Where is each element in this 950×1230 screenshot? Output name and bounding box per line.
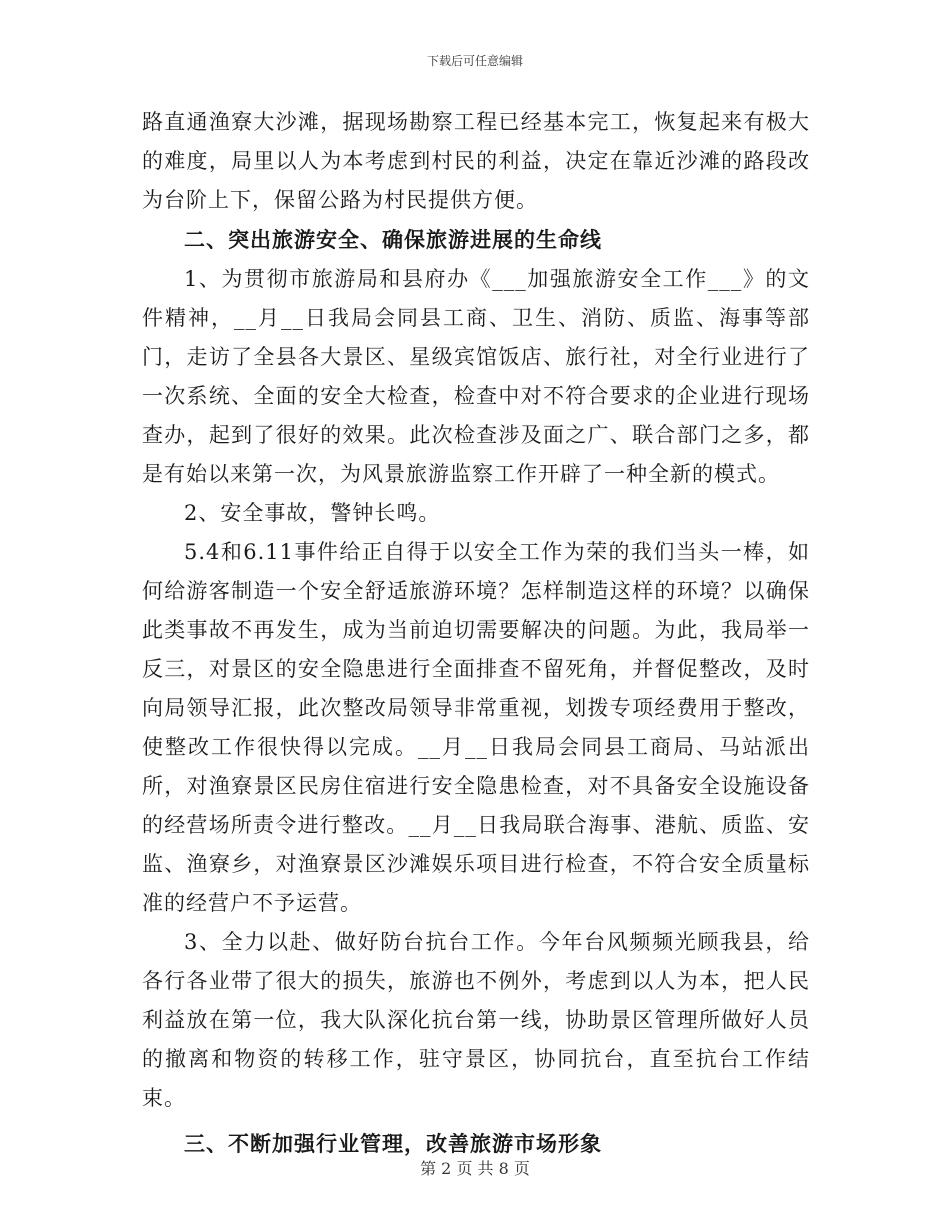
paragraph-incident: 5.4和6.11事件给正自得于以安全工作为荣的我们当头一棒，如何给游客制造一个安全舒适旅游环境？怎样制造这样的环境？以确保此类事故不再发生，成为当前迫切需要解决的问题。为此，我局举一反三，对景区的安全隐患进行全面排查不留死角，并督促整改，及时向局领导汇报，此次整改局领导非常重视，划拨专项经费用于整改，使整改工作很快得以完成。__月__日我局会同县工商局、马站派出所，对渔寮景区民房住宿进行安全隐患检查，对不具备安全设施设备的经营场所责令进行整改。__月__日我局联合海事、港航、质监、安监、渔寮乡，对渔寮景区沙滩娱乐项目进行检查，不符合安全质量标准的经营户不予运营。: [142, 540, 810, 915]
document-body: [142, 103, 810, 1164]
page-number: 第 2 页 共 8 页: [420, 1159, 530, 1178]
paragraph-item-1: 1、为贯彻市旅游局和县府办《___加强旅游安全工作___》的文件精神，__月__日我局会同县工商、卫生、消防、质监、海事等部门，走访了全县各大景区、星级宾馆饭店、旅行社，对全行业进行了一次系统、全面的安全大检查，检查中对不符合要求的企业进行现场查办，起到了很好的效果。此次检查涉及面之广、联合部门之多，都是有始以来第一次，为风景旅游监察工作开辟了一种全新的模式。: [142, 267, 810, 486]
section-heading-2: 二、突出旅游安全、确保旅游进展的生命线: [184, 227, 602, 252]
paragraph-continuation: 路直通渔寮大沙滩，据现场勘察工程已经基本完工，恢复起来有极大的难度，局里以人为本考虑到村民的利益，决定在靠近沙滩的路段改为台阶上下，保留公路为村民提供方便。: [142, 110, 810, 212]
paragraph-item-2: 2、安全事故，警钟长鸣。: [184, 501, 441, 525]
paragraph-item-3: 3、全力以赴、做好防台抗台工作。今年台风频频光顾我县，给各行各业带了很大的损失，旅游也不例外，考虑到以人为本，把人民利益放在第一位，我大队深化抗台第一线，协助景区管理所做好人员的撤离和物资的转移工作，驻守景区，协同抗台，直至抗台工作结束。: [142, 930, 810, 1110]
section-heading-3: 三、不断加强行业管理，改善旅游市场形象: [184, 1131, 602, 1156]
page-header: 下载后可任意编辑: [426, 54, 523, 68]
